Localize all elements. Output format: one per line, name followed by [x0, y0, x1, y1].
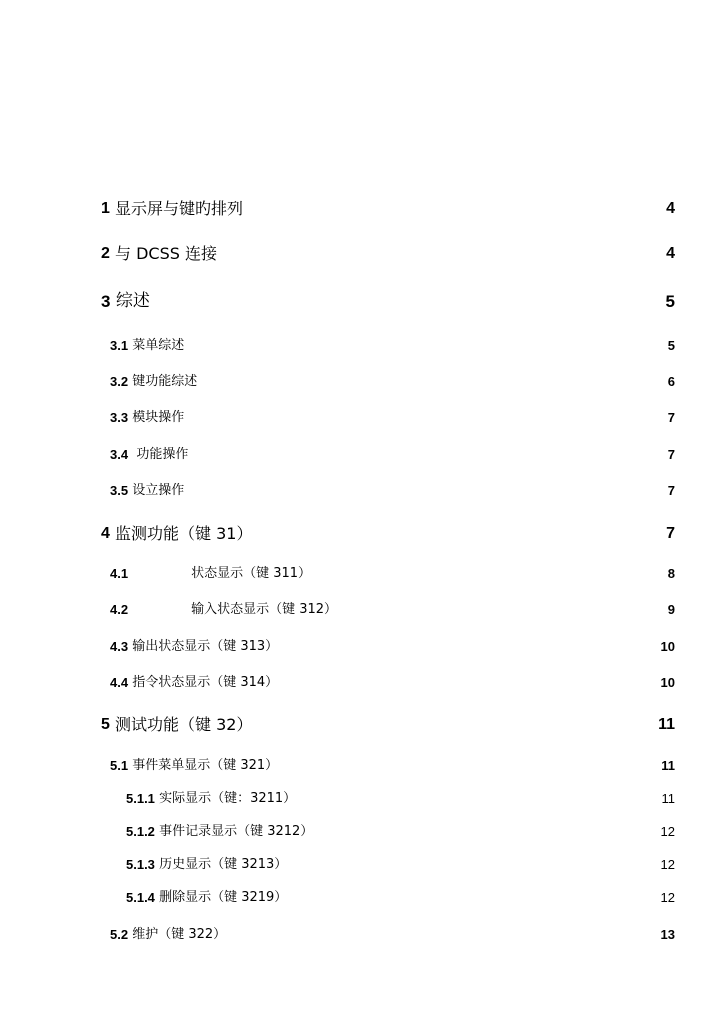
toc-title: 输入状态显示（键 312）: [191, 602, 338, 617]
toc-number: 5: [101, 716, 110, 733]
toc-page: 7: [667, 410, 675, 425]
toc-entry-3-2[interactable]: [110, 375, 675, 388]
toc-entry-5-1-1[interactable]: [126, 792, 675, 805]
toc-number: 4: [101, 525, 110, 542]
toc-page: 9: [667, 602, 675, 617]
toc-entry-1[interactable]: [101, 201, 675, 217]
toc-page: 4: [666, 200, 675, 217]
toc-entry-5-2[interactable]: [110, 928, 675, 941]
toc-entry-5-1-2[interactable]: [126, 825, 675, 838]
toc-page: 7: [667, 483, 675, 498]
toc-page: 6: [667, 374, 675, 389]
toc-entry-3-1[interactable]: [110, 339, 675, 352]
toc-title: 历史显示（键 3213）: [159, 857, 288, 872]
toc-number: 3.5: [110, 483, 129, 498]
toc-entry-2[interactable]: [101, 246, 675, 262]
toc-title: 综述: [115, 291, 150, 311]
toc-page: 5: [667, 338, 675, 353]
toc-entry-5-1-4[interactable]: [126, 891, 675, 904]
toc-title: 指令状态显示（键 314）: [132, 675, 279, 690]
toc-page: 11: [661, 791, 675, 806]
toc-title: 监测功能（键 31）: [115, 524, 253, 543]
toc-page: 7: [666, 525, 675, 542]
toc-number: 4.3: [110, 639, 129, 654]
toc-page: 7: [667, 447, 675, 462]
toc-page: 4: [666, 245, 675, 262]
toc-title: 输出状态显示（键 313）: [132, 639, 279, 654]
toc-title: 与 DCSS 连接: [115, 244, 217, 263]
toc-page: 13: [660, 927, 675, 942]
toc-number: 2: [101, 245, 110, 262]
toc-page: 11: [658, 716, 675, 733]
toc-number: 3.4: [110, 447, 129, 462]
toc-title: 维护（键 322）: [132, 927, 227, 942]
toc-title: 功能操作: [132, 447, 189, 462]
toc-number: 3.3: [110, 410, 129, 425]
toc-title: 模块操作: [132, 410, 185, 425]
toc-entry-4-1[interactable]: [110, 567, 675, 580]
toc-entry-3-3[interactable]: [110, 411, 675, 424]
toc-page: 12: [660, 857, 675, 872]
toc-entry-4-4[interactable]: [110, 676, 675, 689]
toc-title: 显示屏与键旳排列: [115, 199, 244, 218]
toc-number: 5.1.2: [126, 824, 155, 839]
toc-title: 状态显示（键 311）: [191, 566, 312, 581]
toc-entry-3[interactable]: [101, 293, 675, 310]
toc-page: 8: [667, 566, 675, 581]
toc-page: 10: [660, 675, 675, 690]
toc-entry-5-1[interactable]: [110, 759, 675, 772]
toc-entry-5[interactable]: [101, 717, 675, 733]
toc-title: 实际显示（键：3211）: [159, 791, 297, 806]
toc-entry-5-1-3[interactable]: [126, 858, 675, 871]
toc-entry-4-2[interactable]: [110, 603, 675, 616]
toc-entry-3-4[interactable]: [110, 448, 675, 461]
toc-number: 3: [101, 292, 111, 311]
toc-page: 12: [660, 824, 675, 839]
toc-number: 3.2: [110, 374, 129, 389]
toc-number: 5.1.3: [126, 857, 155, 872]
toc-title: 删除显示（键 3219）: [159, 890, 288, 905]
toc-title: 菜单综述: [132, 338, 185, 353]
toc-number: 5.1.1: [126, 791, 155, 806]
toc-entry-4[interactable]: [101, 526, 675, 542]
toc-title: 键功能综述: [132, 374, 198, 389]
toc-number: 4.4: [110, 675, 129, 690]
toc-number: 4.2: [110, 602, 129, 617]
toc-page: 11: [661, 758, 675, 773]
toc-title: 测试功能（键 32）: [115, 715, 253, 734]
toc-number: 4.1: [110, 566, 129, 581]
toc-number: 5.2: [110, 927, 129, 942]
toc-number: 5.1.4: [126, 890, 155, 905]
toc-title: 事件菜单显示（键 321）: [132, 758, 279, 773]
toc-page: 10: [660, 639, 675, 654]
toc-number: 1: [101, 200, 110, 217]
toc-title: 设立操作: [132, 483, 185, 498]
toc-entry-3-5[interactable]: [110, 484, 675, 497]
toc-entry-4-3[interactable]: [110, 640, 675, 653]
toc-number: 5.1: [110, 758, 129, 773]
toc-title: 事件记录显示（键 3212）: [159, 824, 314, 839]
toc-page: 12: [660, 890, 675, 905]
toc-page: 5: [665, 292, 675, 311]
toc-number: 3.1: [110, 338, 129, 353]
